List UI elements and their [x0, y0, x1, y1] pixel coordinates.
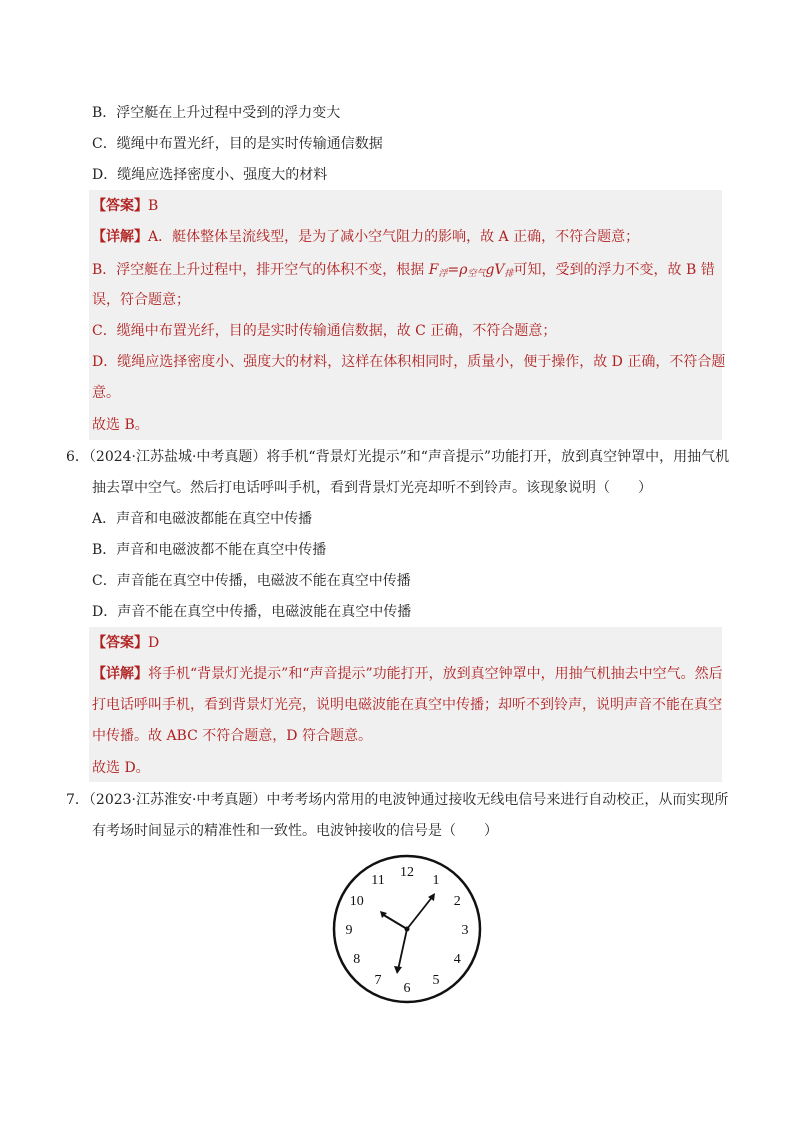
q6-option-a: A．声音和电磁波都能在真空中传播 — [92, 511, 313, 527]
clock-numeral-6: 6 — [403, 981, 411, 996]
q5-detail-line: 误，符合题意； — [92, 292, 190, 308]
clock-numeral-12: 12 — [400, 865, 414, 880]
q5-option-b: B．浮空艇在上升过程中受到的浮力变大 — [92, 105, 341, 121]
q6-choose: 故选 D。 — [92, 760, 150, 776]
answer-value: D — [148, 635, 160, 651]
q5-detail-line — [92, 228, 639, 246]
q6-detail-line: 打电话呼叫手机，看到背景灯光亮，说明电磁波能在真空中传播；却听不到铃声，说明声音不能在真空 — [92, 697, 722, 713]
q5-answer — [92, 197, 158, 215]
q6-answer — [92, 634, 159, 652]
q6-stem-line: 抽去罩中空气。然后打电话呼叫手机，看到背景灯光亮却听不到铃声。该现象说明（ ） — [92, 480, 652, 496]
q7-stem-line: 7．（2023·江苏淮安·中考真题）中考考场内常用的电波钟通过接收无线电信号来进行自动校正，从而实现所 — [66, 792, 729, 808]
answer-tag: 【答案】 — [92, 635, 148, 651]
clock-numeral-10: 10 — [349, 894, 364, 909]
clock-numeral-5: 5 — [432, 973, 440, 989]
detail-text: B．浮空艇在上升过程中，排开空气的体积不变，根据 — [92, 262, 429, 278]
answer-value: B — [148, 198, 159, 214]
q7-stem-line: 有考场时间显示的精准性和一致性。电波钟接收的信号是（ ） — [92, 823, 498, 839]
answer-tag: 【答案】 — [92, 198, 148, 214]
detail-text: 将手机“背景灯光提示”和“声音提示”功能打开，放到真空钟罩中，用抽气机抽去中空气。然后 — [148, 666, 723, 682]
q5-detail-line: C．缆绳中布置光纤，目的是实时传输通信数据，故 C 正确，不符合题意； — [92, 323, 557, 339]
q5-option-c: C．缆绳中布置光纤，目的是实时传输通信数据 — [92, 136, 383, 152]
q6-detail-line: 中传播。故 ABC 不符合题意，D 符合题意。 — [92, 728, 372, 744]
q6-option-b: B．声音和电磁波都不能在真空中传播 — [92, 542, 327, 558]
clock-numeral-3: 3 — [461, 923, 469, 938]
detail-text: A．艇体整体呈流线型，是为了减小空气阻力的影响，故 A 正确，不符合题意； — [148, 229, 640, 245]
q6-option-c: C．声音能在真空中传播，电磁波不能在真空中传播 — [92, 573, 411, 589]
q5-detail-line — [92, 261, 715, 283]
detail-tag: 【详解】 — [92, 229, 148, 245]
q6-stem-line: 6．（2024·江苏盐城·中考真题）将手机“背景灯光提示”和“声音提示”功能打开，放到真空钟罩中，用抽气机 — [66, 449, 730, 465]
clock-numeral-1: 1 — [432, 872, 440, 888]
clock-numeral-4: 4 — [453, 952, 461, 967]
wall-clock-figure — [331, 853, 483, 1005]
q5-option-d: D．缆绳应选择密度小、强度大的材料 — [92, 167, 328, 183]
detail-tag: 【详解】 — [92, 666, 148, 682]
clock-numeral-7: 7 — [374, 973, 382, 989]
detail-text: 可知，受到的浮力不变，故 B 错 — [513, 262, 715, 278]
clock-center — [405, 927, 410, 932]
q5-detail-line: D．缆绳应选择密度小、强度大的材料，这样在体积相同时，质量小，便于操作，故 D 正确，不符合题 — [92, 354, 726, 370]
clock-numeral-8: 8 — [353, 952, 361, 967]
q6-option-d: D．声音不能在真空中传播，电磁波能在真空中传播 — [92, 604, 412, 620]
clock-numeral-9: 9 — [345, 923, 353, 938]
clock-numeral-2: 2 — [453, 894, 461, 909]
q5-choose: 故选 B。 — [92, 417, 149, 433]
clock-numeral-11: 11 — [371, 872, 385, 888]
buoyancy-formula: $F_浮=\rho_{空气}gV_排$ — [428, 262, 514, 279]
q5-detail-line: 意。 — [92, 385, 120, 401]
q6-detail-line — [92, 665, 723, 683]
